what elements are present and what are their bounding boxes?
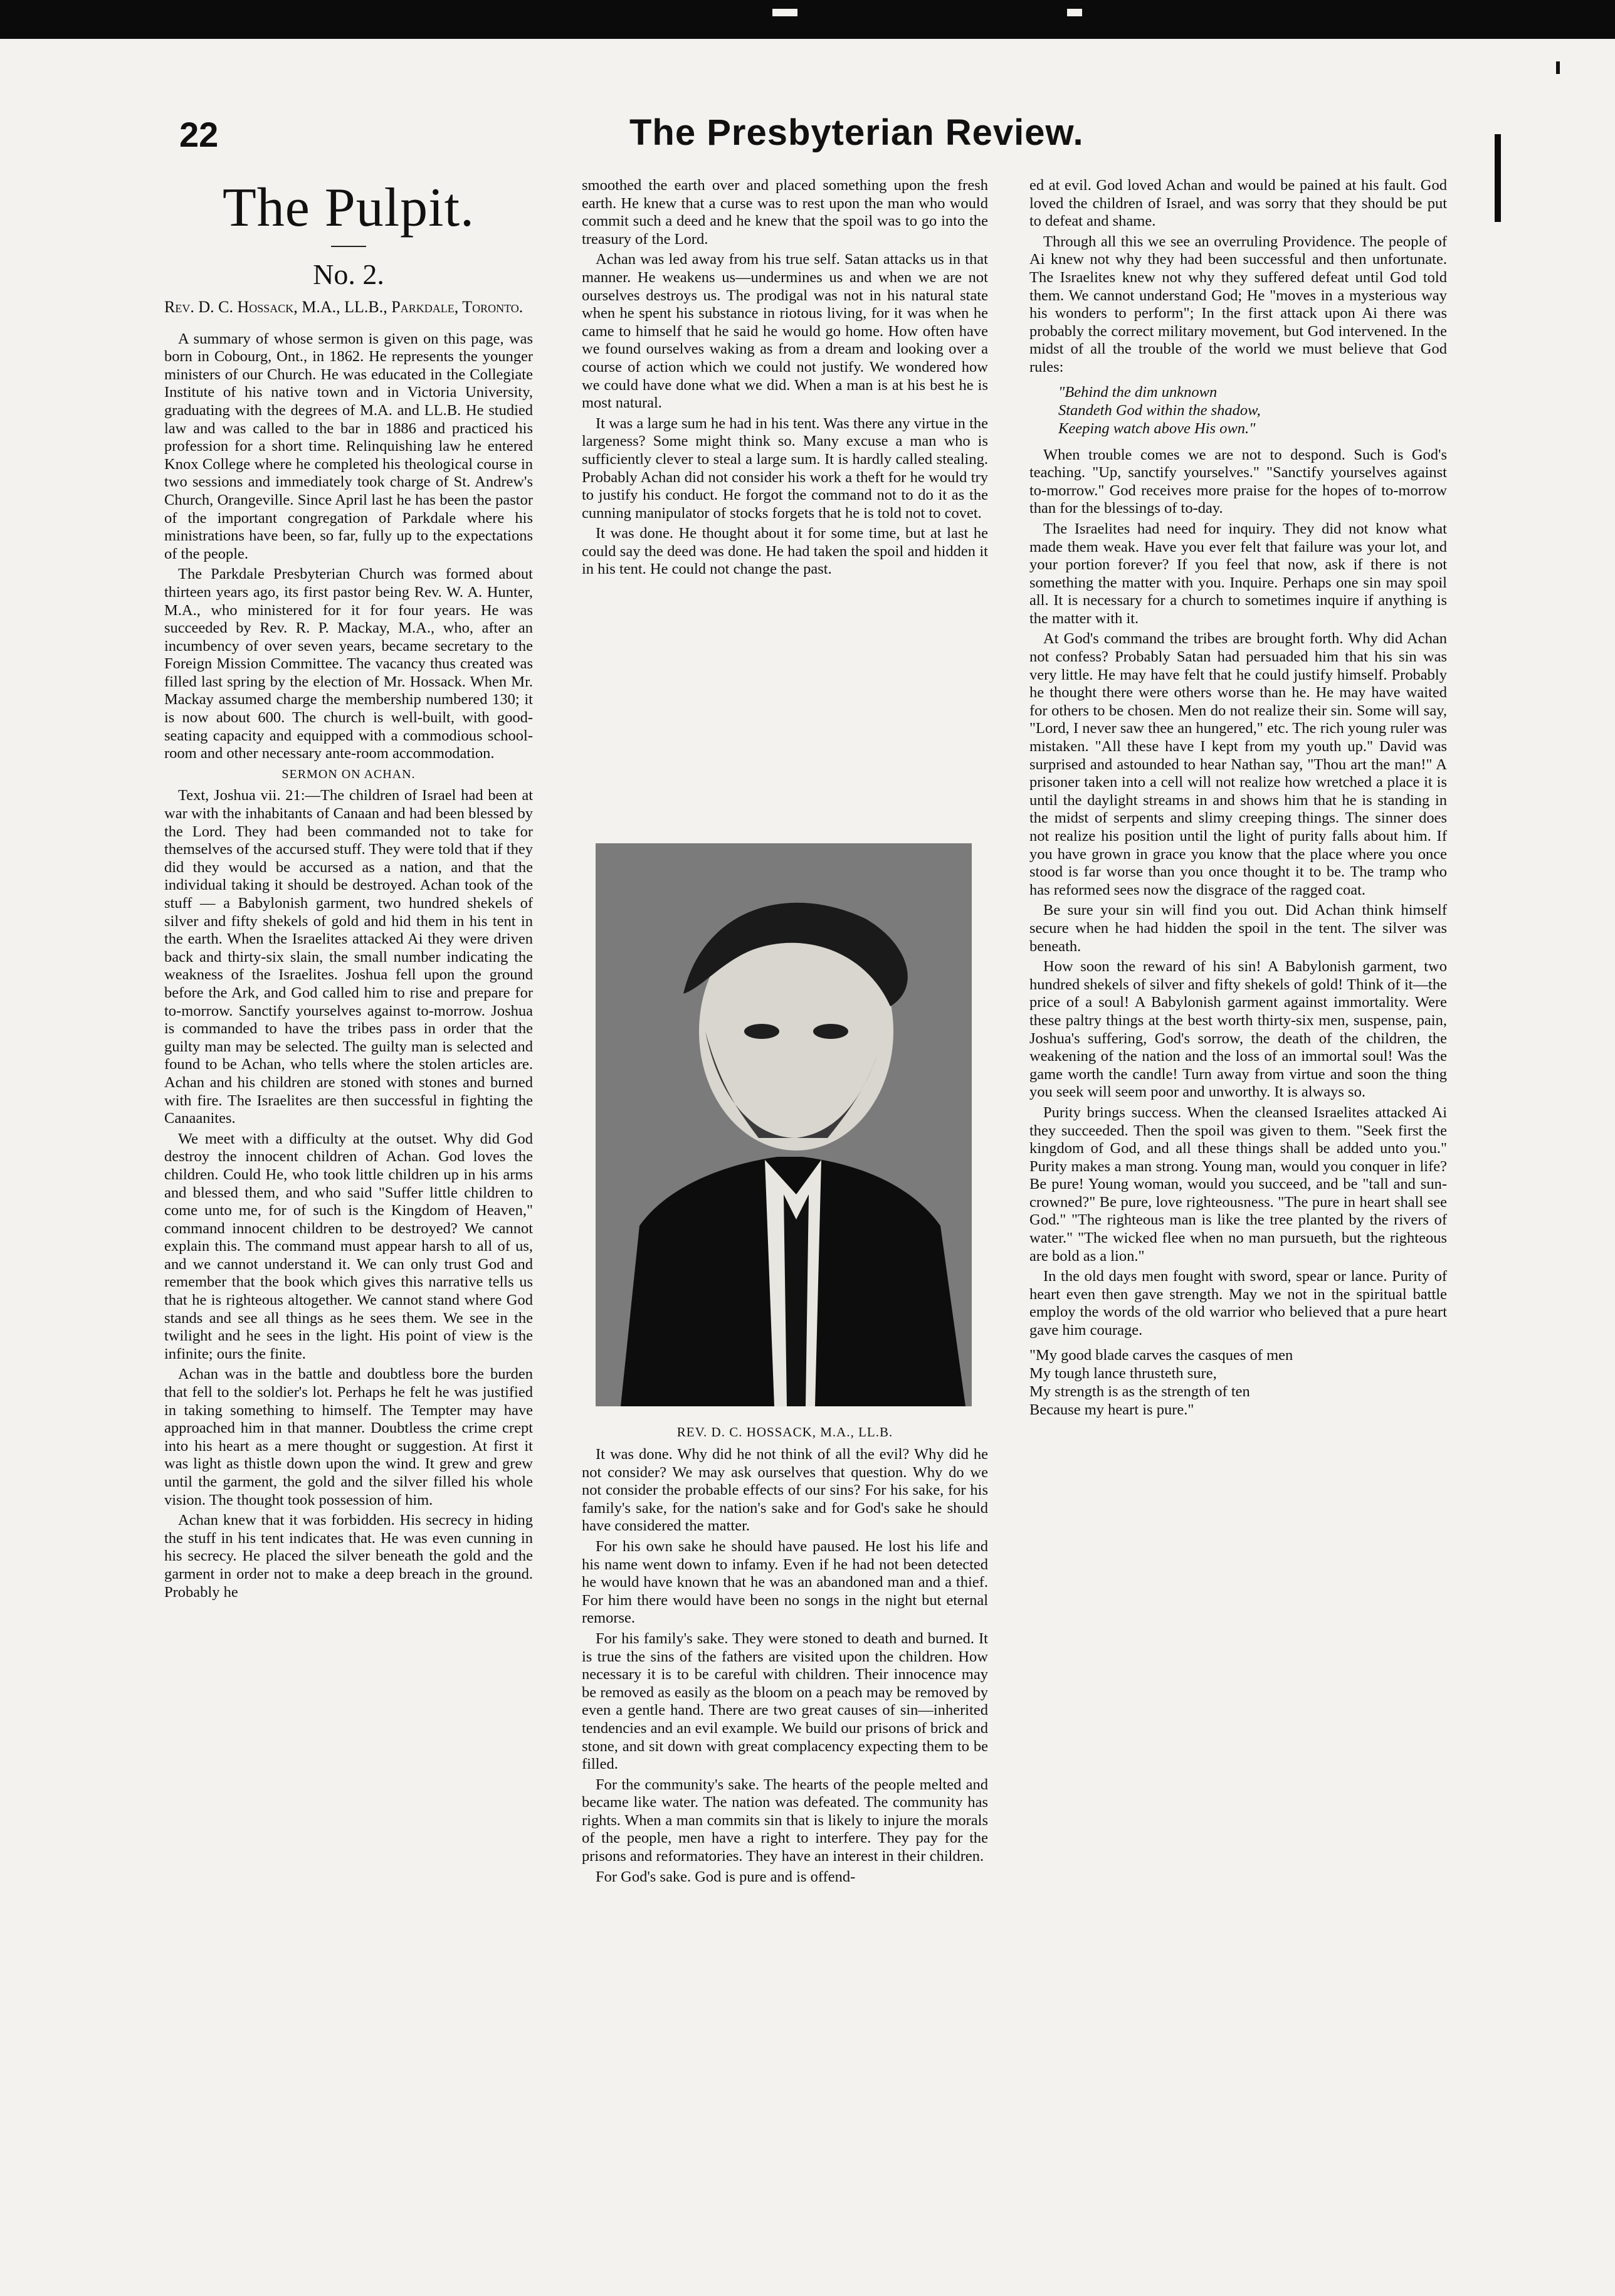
verse-line: Keeping watch above His own." xyxy=(1058,419,1256,437)
portrait-photo xyxy=(596,843,972,1406)
poem-line: "My good blade carves the casques of men xyxy=(1029,1346,1293,1364)
sermon-heading: SERMON ON ACHAN. xyxy=(281,767,416,781)
portrait-image xyxy=(596,843,972,1406)
body-paragraph: It was done. He thought about it for some time, but at last he could say the deed was done. He had taken the spoil and hidden it in his tent. He could not change the past. xyxy=(582,525,988,578)
body-paragraph: ed at evil. God loved Achan and would be pained at his fault. God loved the children of Israel, and was sorry that they should be put to defeat and shame. xyxy=(1029,177,1447,230)
body-paragraph: smoothed the earth over and placed something upon the fresh earth. He knew that a curse was to rest upon the man who would commit such a deed and he knew that the spoil was to go into the treasury of the Lord. xyxy=(582,177,988,248)
page-number: 22 xyxy=(179,115,219,154)
body-paragraph: For his family's sake. They were stoned to death and burned. It is true the sins of the fathers are visited upon the children. How necessary it is to be careful with children. Their innocence may be removed as easily as the bloom on a peach may be removed by even a gentle hand. There are two great causes of sin—inherited tendencies and an evil example. We build our prisons of brick and stone, and sit down with great complacency expecting them to be filled. xyxy=(582,1630,988,1773)
column-1 xyxy=(164,177,533,1604)
margin-mark xyxy=(1556,61,1560,74)
body-paragraph: Through all this we see an overruling Providence. The people of Ai knew not why they had been successful and then unfortunate. The Israelites knew not why they suffered defeat until God told them. We cannot understand God; He "moves in a mysterious way his wonders to perform"; In the first attack upon Ai there was probably the correct military movement, but God intervened. In the midst of all the trouble of the world we must believe that God rules: xyxy=(1029,233,1447,376)
biography-paragraph: A summary of whose sermon is given on this page, was born in Cobourg, Ont., in 1862. He represents the younger ministers of our Church. He was educated in the Collegiate Institute of his native town and in Victoria University, graduating with the degrees of M.A. and LL.B. He studied law and was called to the bar in 1886 and practiced his profession for a short time. Relinquishing law he entered Knox College where he completed his theological course in two sessions and immediately took charge of St. Andrew's Church, Orangeville. Since April last he has been the pastor of the important congregation of Parkdale where his ministrations have been, so far, fully up to the expectations of the people. xyxy=(164,330,533,562)
body-paragraph: The Israelites had need for inquiry. They did not know what made them weak. Have you ever felt that failure was your lot, and your portion forever? If you feel that now, ask if there is not something the matter with you. Inquire. Perhaps one sin may spoil all. It is necessary for a church to sometimes inquire if anything is the matter with it. xyxy=(1029,520,1447,627)
publication-title: The Presbyterian Review. xyxy=(629,112,1084,153)
column-2-bottom xyxy=(582,1446,988,1888)
border-nick xyxy=(1067,9,1082,16)
body-paragraph: Achan was led away from his true self. Satan attacks us in that manner. He weakens us—undermines us and when we are not ourselves destroys us. The prodigal was not in his natural state when he spent his substance in riotous living, for it was when he came to himself that he said he would go home. How often have we found ourselves waking as from a dream and looking over a course of action which we could not justify. We wondered how we could have done what we did. When a man is at his best he is most natural. xyxy=(582,251,988,412)
body-paragraph: Be sure your sin will find you out. Did Achan think himself secure when he had hidden the spoil in the tent. The silver was beneath. xyxy=(1029,902,1447,955)
church-history-paragraph: The Parkdale Presbyterian Church was formed about thirteen years ago, its first pastor being Rev. W. A. Hunter, M.A., who ministered for it for four years. He was succeeded by Rev. R. P. Mackay, M.A., who, after an incumbency of over seven years, became secretary to the Foreign Mission Committee. The vacancy thus created was filled last spring by the election of Mr. Hossack. When Mr. Mackay assumed charge the membership numbered 130; it is now about 600. The church is well-built, with good-seating capacity and equipped with a commodious school-room and other necessary ante-room accommodation. xyxy=(164,566,533,762)
body-paragraph: Achan was in the battle and doubtless bore the burden that fell to the soldier's lot. Perhaps he felt he was justified in taking something to himself. The Tempter may have approached him in that manner. Doubtless the crime crept into his heart as a mere thought or suggestion. At first it was light as thistle down upon the wind. It grew and grew until the garment, the gold and the silver filled his whole vision. The thought took possession of him. xyxy=(164,1366,533,1509)
body-paragraph: It was done. Why did he not think of all the evil? Why did he not consider? We may ask ourselves that question. Why do we not consider the probable effects of our sins? For his sake, for his family's sake, for the nation's sake and for God's sake he should have considered the matter. xyxy=(582,1446,988,1535)
poem-line: My tough lance thrusteth sure, xyxy=(1029,1364,1217,1382)
photo-caption: REV. D. C. HOSSACK, M.A., LL.B. xyxy=(676,1424,893,1440)
poem-line: My strength is as the strength of ten xyxy=(1029,1382,1250,1400)
closing-poem xyxy=(1029,1346,1447,1419)
body-paragraph: For his own sake he should have paused. He lost his life and his name went down to infamy. Even if he had not been detected he would have known that he was an abandoned man and a thief. For him there would have been no songs in the night but eternal remorse. xyxy=(582,1537,988,1627)
body-paragraph: We meet with a difficulty at the outset. Why did God destroy the innocent children of Achan. God loves the children. Could He, who took little children up in his arms and blessed them, and who said "Suffer little children to come unto me, for of such is the Kingdom of Heaven," command innocent children to be destroyed? We cannot explain this. The command must appear harsh to all of us, and we cannot understand it. We can only trust God and remember that the book which gives this narrative tells us that he is righteous altogether. We cannot stand where God stands and see all things as he sees them. We see in the twilight and he sees in the light. His point of view is the infinite; ours the finite. xyxy=(164,1130,533,1362)
margin-mark xyxy=(1495,134,1501,222)
body-paragraph: For the community's sake. The hearts of the people melted and became like water. The nation was defeated. The community has rights. When a man commits sin that is likely to injure the morals of the people, men have a right to interfere. They pay for the prisons and reformatories. They have an interest in their children. xyxy=(582,1776,988,1865)
body-paragraph: Purity brings success. When the cleansed Israelites attacked Ai they succeeded. Then the spoil was given to them. "Seek first the kingdom of God, and all these things shall be added unto you." Purity makes a man strong. Young man, would you conquer in life? Be pure! Young woman, would you succeed, and be "tall and sun-crowned?" Be pure, love righteousness. "The pure in heart shall see God." "The righteous man is like the tree planted by the rivers of water." "The wicked flee when no man pursueth, but the righteous are bold as a lion." xyxy=(1029,1103,1447,1265)
body-paragraph: When trouble comes we are not to despond. Such is God's teaching. "Up, sanctify yourselves." "Sanctify yourselves against to-morrow." God receives more praise for the hopes of to-morrow than for the blessings of to-day. xyxy=(1029,446,1447,517)
byline: Rev. D. C. Hossack, M.A., LL.B., Parkdale, Toronto. xyxy=(164,298,523,316)
body-paragraph: Text, Joshua vii. 21:—The children of Israel had been at war with the inhabitants of Canaan and had been blessed by the Lord. They had been commanded not to take for themselves of the accursed stuff. They were told that if they did they would be accursed as a nation, and that the individual taking it should be destroyed. Achan took of the stuff — a Babylonish garment, two hundred shekels of silver and fifty shekels of gold and hid them in his tent in the earth. When the Israelites attacked Ai they were driven back and thirty-six slain, the small number indicating the weakness of the Israelites. Joshua fell upon the ground before the Ark, and God called him to rise and prepare for to-morrow. Sanctify yourselves against to-morrow. Joshua is commanded to have the tribes pass in order that the guilty man may be selected. The guilty man is selected and found to be Achan, who tells where the stolen articles are. Achan and his children are stoned with stones and burned with fire. The Israelites are then successful in fighting the Canaanites. xyxy=(164,787,533,1127)
title-rule xyxy=(331,246,366,247)
column-2-top xyxy=(582,177,988,581)
top-border-bar xyxy=(0,0,1615,39)
body-paragraph: At God's command the tribes are brought forth. Why did Achan not confess? Probably Satan had persuaded him that his sin was very little. He may have felt that he could justify himself. Probably he thought there were others worse than he. He may have waited for others to be chosen. Men do not realize their sin. Some will say, "Lord, I never saw thee an hungered," etc. The rich young ruler was mistaken. "All these have I kept from my youth up." David was surprised and astounded to hear Nathan say, "Thou art the man!" A prisoner taken into a cell will not realize how wretched a place it is until the daylight streams in and shows him that he is standing in the midst of serpents and slimy creeping things. The sinner does not realize his position until the light of purity falls about him. If you have grown in grace you know that the place where you once stood is far worse than you once thought it to be. The tramp who has reformed sees now the disgrace of the ragged coat. xyxy=(1029,630,1447,898)
body-paragraph: For God's sake. God is pure and is offend- xyxy=(596,1868,856,1885)
column-3 xyxy=(1029,177,1447,1419)
article-number: No. 2. xyxy=(313,258,384,290)
body-paragraph: It was a large sum he had in his tent. Was there any virtue in the largeness? Some might think so. Many excuse a man who is sufficiently clever to steal a large sum. It is hardly called stealing. Probably Achan did not consider his work a theft for he would try to justify his conduct. He forgot the command not to do it as the cunning manipulator of stocks forgets that he is told not to covet. xyxy=(582,414,988,522)
verse-quote xyxy=(1058,383,1447,438)
verse-line: "Behind the dim unknown xyxy=(1058,383,1218,401)
body-paragraph: Achan knew that it was forbidden. His secrecy in hiding the stuff in his tent indicates that. He was even cunning in his secrecy. He placed the silver beneath the gold and the garment in order not to make a deep breach in the ground. Probably he xyxy=(164,1512,533,1601)
verse-line: Standeth God within the shadow, xyxy=(1058,401,1261,419)
body-paragraph: How soon the reward of his sin! A Babylonish garment, two hundred shekels of silver and fifty shekels of gold! Think of it—the price of a soul! A Babylonish garment against immortality. Were these paltry things at the best worth thirty-six men, suspense, pain, Joshua's suffering, God's sorrow, the death of the children, the weakening of the nation and the loss of an immortal soul! Was the game worth the candle! Turn away from virtue and soon the thing you seek will seem poor and unworthy. It is always so. xyxy=(1029,958,1447,1101)
section-title: The Pulpit. xyxy=(222,177,475,238)
border-nick xyxy=(772,9,797,16)
poem-line: Because my heart is pure." xyxy=(1029,1401,1194,1418)
body-paragraph: In the old days men fought with sword, spear or lance. Purity of heart even then gave strength. May we not in the spiritual battle employ the words of the old warrior who believed that a pure heart gave him courage. xyxy=(1029,1268,1447,1339)
